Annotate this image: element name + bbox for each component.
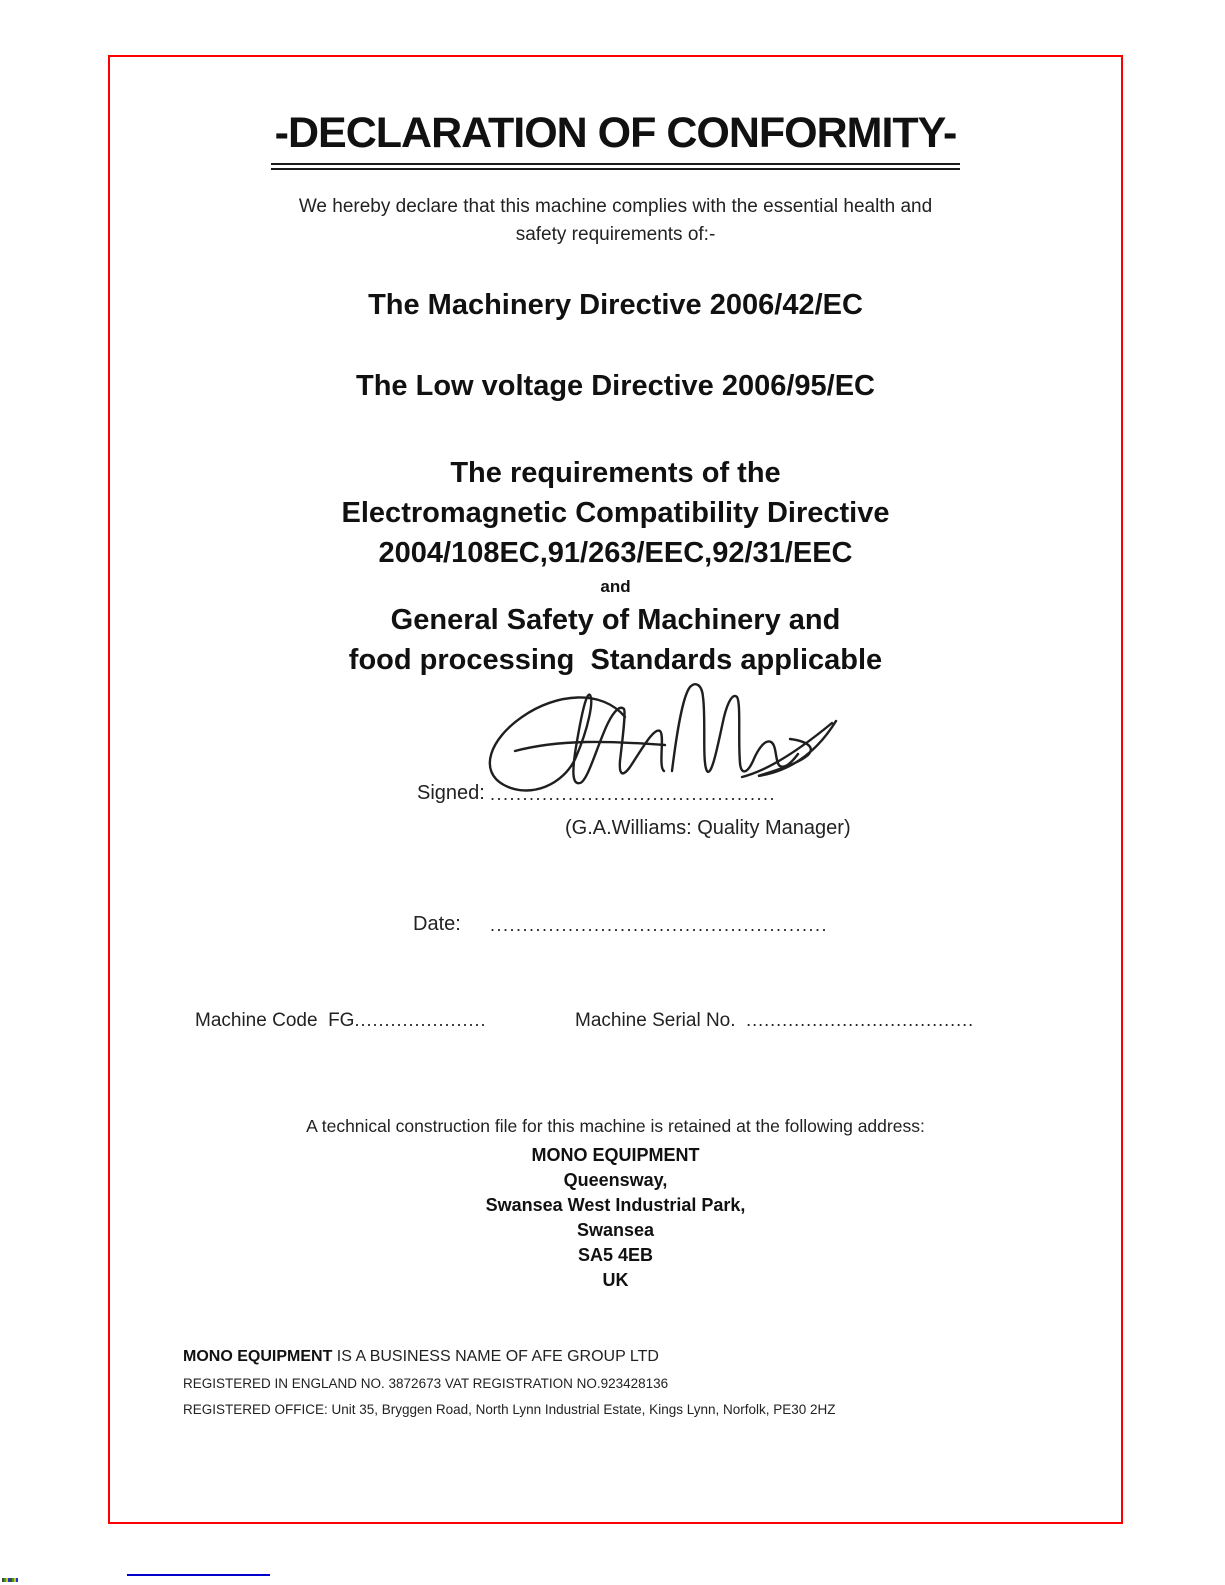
machine-code-dots: ...................... xyxy=(354,1010,487,1030)
address-line: Swansea xyxy=(576,1220,655,1240)
footer-registration-line: REGISTERED IN ENGLAND NO. 3872673 VAT REGISTRATION NO.923428136 xyxy=(183,1376,669,1391)
footer-business-rest: IS A BUSINESS NAME OF AFE GROUP LTD xyxy=(332,1348,659,1365)
emc-heading-block xyxy=(110,453,1121,680)
signed-label: Signed: xyxy=(417,782,485,804)
general-safety-line: General Safety of Machinery and xyxy=(390,604,841,636)
emc-directive-line: Electromagnetic Compatibility Directive xyxy=(341,497,890,529)
food-processing-line: food processing Standards applicable xyxy=(348,644,883,676)
intro-line-1: We hereby declare that this machine complies with the essential health and xyxy=(298,196,933,217)
address-line: MONO EQUIPMENT xyxy=(531,1145,700,1165)
emc-requirements-line: The requirements of the xyxy=(450,457,781,489)
link-underline[interactable] xyxy=(127,1574,270,1576)
signer-caption: (G.A.Williams: Quality Manager) xyxy=(565,817,851,839)
address-line: UK xyxy=(602,1270,629,1290)
certificate-page-border xyxy=(108,55,1123,1524)
machine-serial-label: Machine Serial No. xyxy=(575,1010,747,1031)
date-label: Date: xyxy=(413,913,461,935)
machine-serial-dots: ...................................... xyxy=(746,1010,975,1030)
pixel-artifact xyxy=(2,1578,18,1582)
footer-business-line xyxy=(183,1348,659,1366)
footer-business-name: MONO EQUIPMENT xyxy=(183,1348,333,1365)
directive-low-voltage: The Low voltage Directive 2006/95/EC xyxy=(356,370,875,402)
and-label: and xyxy=(600,577,631,596)
machine-code-field xyxy=(195,1010,487,1032)
address-block xyxy=(110,1143,1121,1293)
emc-numbers-line: 2004/108EC,91/263/EEC,92/31/EEC xyxy=(378,537,853,569)
tech-file-note: A technical construction file for this machine is retained at the following address: xyxy=(306,1116,925,1136)
address-line: SA5 4EB xyxy=(577,1245,654,1265)
date-dotted-line: .................................................... xyxy=(490,915,829,935)
signed-dotted-line: ............................................ xyxy=(490,784,777,804)
machine-serial-field xyxy=(575,1010,974,1032)
page-title: -DECLARATION OF CONFORMITY- xyxy=(271,109,961,170)
footer-office-line: REGISTERED OFFICE: Unit 35, Bryggen Road, North Lynn Industrial Estate, Kings Lynn, Norfolk, PE30 2HZ xyxy=(183,1402,836,1417)
address-line: Swansea West Industrial Park, xyxy=(485,1195,746,1215)
address-line: Queensway, xyxy=(563,1170,668,1190)
intro-line-2: safety requirements of:- xyxy=(515,224,716,245)
machine-code-label: Machine Code FG xyxy=(195,1010,355,1031)
intro-paragraph xyxy=(110,193,1121,249)
directive-machinery: The Machinery Directive 2006/42/EC xyxy=(368,289,863,321)
title-row xyxy=(110,109,1121,170)
